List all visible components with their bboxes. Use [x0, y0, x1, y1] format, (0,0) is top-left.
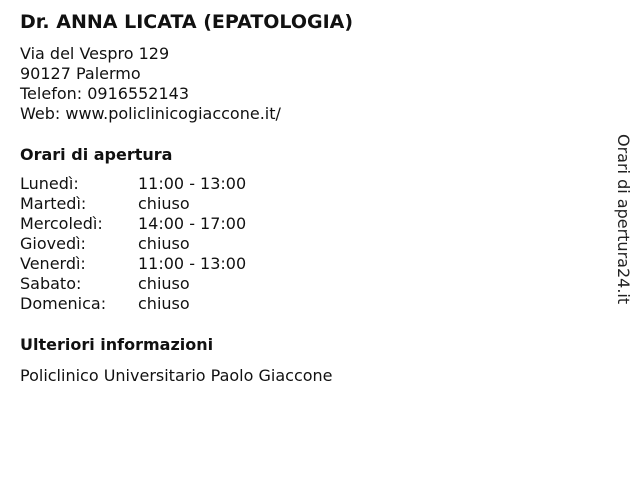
day-label: Domenica:	[20, 294, 107, 313]
hours-value: 14:00 - 17:00	[138, 214, 247, 233]
hours-value: 11:00 - 13:00	[138, 254, 247, 273]
address-block	[20, 44, 281, 124]
website-line[interactable]: Web: www.policlinicogiaccone.it/	[20, 104, 281, 123]
day-label: Giovedì:	[20, 234, 86, 253]
day-label: Mercoledì:	[20, 214, 103, 233]
day-label: Lunedì:	[20, 174, 79, 193]
hours-value: chiuso	[138, 194, 190, 213]
brand-watermark-text: Orari di apertura24.it	[614, 134, 633, 305]
day-label: Venerdì:	[20, 254, 86, 273]
further-info-heading: Ulteriori informazioni	[20, 335, 214, 354]
hours-value: chiuso	[138, 234, 190, 253]
day-label: Martedì:	[20, 194, 87, 213]
further-info-text: Policlinico Universitario Paolo Giaccone	[20, 366, 333, 385]
street-address: Via del Vespro 129	[20, 44, 170, 63]
phone-line: Telefon: 0916552143	[20, 84, 190, 103]
hours-value: chiuso	[138, 274, 190, 293]
page-title: Dr. ANNA LICATA (EPATOLOGIA)	[20, 11, 354, 33]
day-label: Sabato:	[20, 274, 82, 293]
hours-value: 11:00 - 13:00	[138, 174, 247, 193]
opening-hours-heading: Orari di apertura	[20, 145, 173, 164]
brand-watermark	[613, 134, 633, 309]
hours-value: chiuso	[138, 294, 190, 313]
city-postcode: 90127 Palermo	[20, 64, 141, 83]
